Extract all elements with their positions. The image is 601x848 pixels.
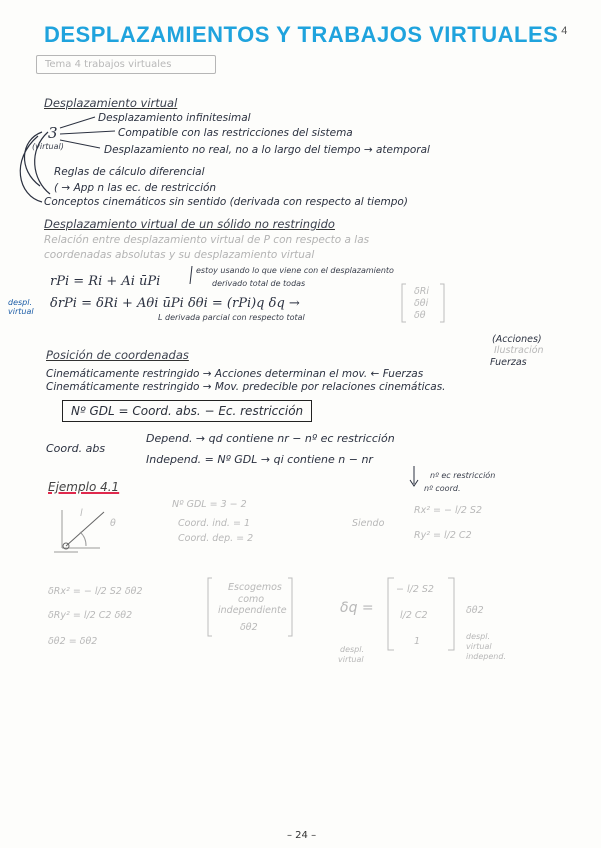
- coords-annot: Fuerzas: [490, 357, 527, 368]
- title-text: DESPLAZAMIENTOS Y TRABAJOS VIRTUALES: [44, 22, 559, 47]
- rigid-eq1: rPi = Ri + Ai ūPi: [50, 274, 161, 289]
- page-number: – 24 –: [287, 830, 317, 841]
- rigid-heading: Desplazamiento virtual de un sólido no restringido: [44, 217, 335, 231]
- example-r: Ry² = l/2 C2: [414, 530, 472, 541]
- coords-line: Cinemáticamente restringido → Mov. predecible por relaciones cinemáticas.: [46, 381, 446, 393]
- example-diagram: [54, 510, 104, 552]
- example-dtheta: δθ2: [466, 605, 484, 616]
- rigid-note2: L derivada parcial con respecto total: [158, 313, 305, 322]
- example-below-dq: virtual: [338, 655, 364, 664]
- section-box-label: Tema 4 trabajos virtuales: [36, 55, 216, 74]
- rigid-side-label: despl. virtual: [8, 298, 34, 316]
- coords-indep: Independ. = Nº GDL → qi contiene n − nr: [146, 453, 373, 466]
- example-vec: − l/2 S2: [396, 584, 434, 595]
- down-arrow-icon: [410, 466, 418, 486]
- coords-indep-note: nº ec restricción: [430, 471, 496, 480]
- rigid-eq2: δrPi = δRi + Aθi ūPi δθi = (rPi)q δq →: [50, 296, 300, 311]
- example-gdl: Nº GDL = 3 − 2: [172, 499, 247, 510]
- example-below-right: independ.: [466, 652, 506, 661]
- virtual-disp-heading: Desplazamiento virtual: [44, 96, 178, 110]
- example-coord: Coord. ind. = 1: [178, 518, 250, 529]
- coords-abs-label: Coord. abs: [46, 442, 106, 455]
- virtual-disp-item: Desplazamiento no real, no a lo largo del tiempo → atemporal: [104, 144, 430, 156]
- coords-annot: (Acciones): [492, 334, 542, 345]
- coords-annot: Ilustración: [494, 345, 544, 356]
- example-heading: Ejemplo 4.1: [48, 480, 120, 494]
- virtual-disp-mark-sub: (virtual): [32, 142, 64, 151]
- coords-indep-note2: nº coord.: [424, 484, 461, 493]
- example-label-l: l: [80, 508, 83, 519]
- virtual-disp-item: Desplazamiento infinitesimal: [98, 112, 251, 124]
- virtual-disp-item: Compatible con las restricciones del sistema: [118, 127, 353, 139]
- example-vec: 1: [414, 636, 421, 647]
- rigid-bracket-row: δθi: [414, 298, 429, 309]
- coords-dep: Depend. → qd contiene nr − nº ec restricción: [146, 432, 395, 445]
- rigid-note1b: derivado total de todas: [212, 279, 306, 288]
- page-title: [44, 22, 568, 48]
- example-r: Rx² = − l/2 S2: [414, 505, 482, 516]
- coords-heading: Posición de coordenadas: [46, 348, 189, 362]
- example-below-right: virtual: [466, 642, 492, 651]
- virtual-disp-bullet: Reglas de cálculo diferencial: [54, 166, 205, 178]
- bracket-icon: [190, 266, 192, 284]
- example-choose: independiente: [218, 605, 287, 616]
- example-below-dq: despl.: [340, 645, 365, 654]
- coords-boxed-formula: Nº GDL = Coord. abs. − Ec. restricción: [62, 400, 312, 422]
- example-dq: δq =: [340, 600, 374, 616]
- chapter-number: 4: [561, 24, 568, 37]
- example-coord-dep: Coord. dep. = 2: [178, 533, 254, 544]
- rigid-note1a: estoy usando lo que viene con el desplazamiento: [196, 266, 394, 275]
- example-solved: Siendo: [352, 518, 385, 529]
- example-below-right: despl.: [466, 632, 491, 641]
- virtual-disp-bullet: Conceptos cinemáticos sin sentido (derivada con respecto al tiempo): [44, 196, 408, 208]
- virtual-disp-mark: 3: [48, 124, 58, 142]
- rigid-bracket-row: δθ: [414, 310, 426, 321]
- rigid-bracket-row: δRi: [414, 286, 430, 297]
- example-choose: Escogemos: [228, 582, 282, 593]
- example-d: δRx² = − l/2 S2 δθ2: [48, 586, 143, 597]
- example-choose: como: [238, 594, 265, 605]
- rigid-faint-line: coordenadas absolutas y su desplazamiento virtual: [44, 249, 315, 261]
- example-d: δθ2 = δθ2: [48, 636, 98, 647]
- virtual-disp-bullet: ( → App n las ec. de restricción: [54, 182, 217, 194]
- rigid-faint-line: Relación entre desplazamiento virtual de P con respecto a las: [44, 234, 370, 246]
- example-choose: δθ2: [240, 622, 258, 633]
- example-d: δRy² = l/2 C2 δθ2: [48, 610, 133, 621]
- example-vec: l/2 C2: [400, 610, 428, 621]
- coords-line: Cinemáticamente restringido → Acciones determinan el mov. ← Fuerzas: [46, 368, 424, 380]
- example-label-theta: θ: [110, 518, 116, 529]
